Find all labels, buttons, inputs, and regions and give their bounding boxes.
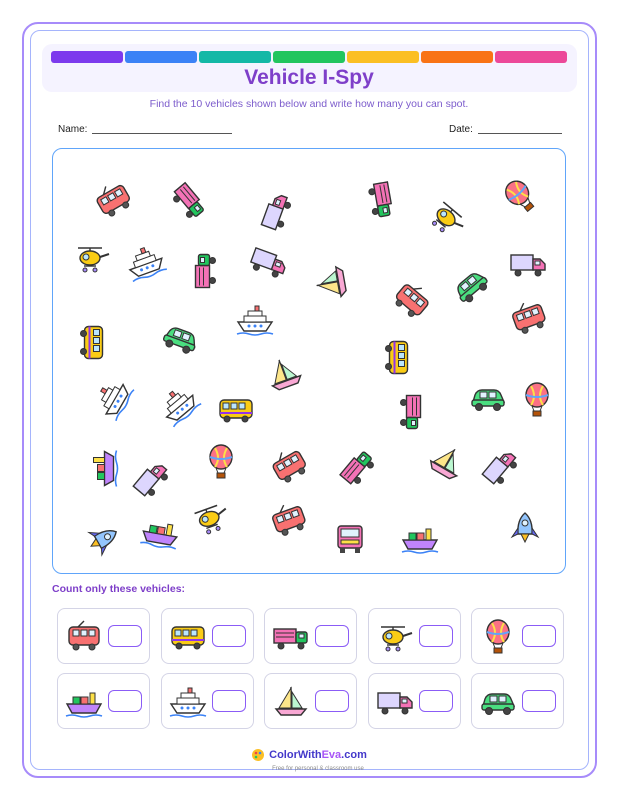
scene-vehicle[interactable]	[356, 177, 403, 224]
scene-vehicle[interactable]	[390, 393, 431, 433]
delivery-truck-icon	[508, 246, 548, 282]
car-icon	[468, 380, 508, 416]
footer-tagline: Free for personal & classroom use	[272, 766, 364, 772]
cargo-ship-icon	[64, 684, 104, 720]
count-box	[161, 673, 254, 729]
brand-part-b: Eva	[321, 749, 342, 761]
count-vehicle	[375, 619, 415, 655]
count-answer-box[interactable]	[212, 625, 246, 647]
page-title: Vehicle I-Spy	[244, 66, 374, 89]
count-vehicle	[478, 684, 518, 720]
name-underline[interactable]	[92, 124, 232, 134]
footer	[0, 748, 618, 772]
count-vehicle	[168, 684, 208, 720]
count-box	[368, 673, 461, 729]
count-box	[161, 608, 254, 664]
name-label: Name:	[58, 124, 88, 135]
count-vehicle	[168, 619, 208, 655]
count-box	[368, 608, 461, 664]
scene-vehicle[interactable]	[186, 251, 227, 291]
count-answer-box[interactable]	[419, 625, 453, 647]
footer-brand	[269, 749, 367, 761]
palette-icon	[251, 748, 265, 762]
cargo-ship-icon	[85, 449, 121, 489]
color-bar-1	[51, 51, 123, 63]
scene-vehicle[interactable]	[508, 246, 548, 287]
helicopter-icon	[72, 240, 112, 276]
count-box	[471, 673, 564, 729]
tram-icon	[64, 619, 104, 655]
scene-vehicle[interactable]	[505, 510, 545, 551]
color-bar-2	[125, 51, 197, 63]
hot-air-balloon-icon	[201, 444, 241, 480]
count-box	[264, 673, 357, 729]
count-answer-box[interactable]	[108, 690, 142, 712]
scene-vehicle[interactable]	[310, 259, 357, 306]
car-icon	[478, 684, 518, 720]
color-bar-4	[273, 51, 345, 63]
bus-icon	[380, 338, 416, 378]
rocket-icon	[505, 510, 545, 546]
brand-part-c: .com	[341, 749, 367, 761]
count-vehicle	[64, 684, 104, 720]
count-answer-box[interactable]	[108, 625, 142, 647]
helicopter-icon	[375, 619, 415, 655]
date-field[interactable]	[449, 124, 562, 135]
bus-icon	[216, 392, 256, 428]
count-title: Count only these vehicles:	[52, 583, 186, 595]
count-box	[57, 673, 150, 729]
dump-truck-icon	[271, 619, 311, 655]
sailboat-icon	[271, 684, 311, 720]
scene-vehicle[interactable]	[70, 323, 111, 363]
count-vehicle	[271, 684, 311, 720]
count-vehicle	[375, 684, 415, 720]
count-box	[57, 608, 150, 664]
instructions: Find the 10 vehicles shown below and write how many you can spot.	[149, 98, 469, 110]
scene-vehicle[interactable]	[400, 520, 440, 561]
sailboat-icon	[310, 260, 352, 306]
color-bar-5	[347, 51, 419, 63]
count-box	[471, 608, 564, 664]
footer-logo[interactable]	[251, 748, 367, 762]
cargo-ship-icon	[400, 520, 440, 556]
color-bar-6	[421, 51, 493, 63]
count-box	[264, 608, 357, 664]
bus-icon	[168, 619, 208, 655]
scene-vehicle[interactable]	[330, 522, 370, 563]
count-answer-box[interactable]	[419, 690, 453, 712]
scene-vehicle[interactable]	[517, 382, 557, 423]
date-underline[interactable]	[478, 124, 562, 134]
name-field[interactable]	[58, 124, 232, 135]
scene-vehicle[interactable]	[468, 380, 508, 421]
scene-vehicle[interactable]	[216, 392, 256, 433]
scene-vehicle[interactable]	[201, 444, 241, 485]
cruise-ship-icon	[168, 684, 208, 720]
count-answer-box[interactable]	[522, 690, 556, 712]
bus-icon	[75, 323, 111, 363]
color-bar-7	[495, 51, 567, 63]
count-answer-box[interactable]	[522, 625, 556, 647]
hot-air-balloon-icon	[478, 619, 518, 655]
count-answer-box[interactable]	[212, 690, 246, 712]
brand-part-a: ColorWith	[269, 749, 322, 761]
count-vehicle	[478, 619, 518, 655]
scene-vehicle[interactable]	[235, 302, 275, 343]
color-bar-3	[199, 51, 271, 63]
color-bars	[51, 51, 567, 63]
count-answer-box[interactable]	[315, 625, 349, 647]
cargo-ship-icon	[138, 511, 184, 553]
cruise-ship-icon	[235, 302, 275, 338]
truck-front-icon	[330, 522, 370, 558]
scene-vehicle[interactable]	[137, 511, 184, 558]
scene-vehicle[interactable]	[375, 338, 416, 378]
scene-vehicle[interactable]	[72, 240, 112, 281]
count-answer-box[interactable]	[315, 690, 349, 712]
dump-truck-icon	[361, 177, 403, 223]
count-vehicle	[64, 619, 104, 655]
scene-vehicle[interactable]	[85, 449, 126, 489]
dump-truck-icon	[395, 393, 431, 433]
delivery-truck-icon	[375, 684, 415, 720]
count-vehicle	[271, 619, 311, 655]
dump-truck-icon	[186, 251, 222, 291]
date-label: Date:	[449, 124, 473, 135]
hot-air-balloon-icon	[517, 382, 557, 418]
